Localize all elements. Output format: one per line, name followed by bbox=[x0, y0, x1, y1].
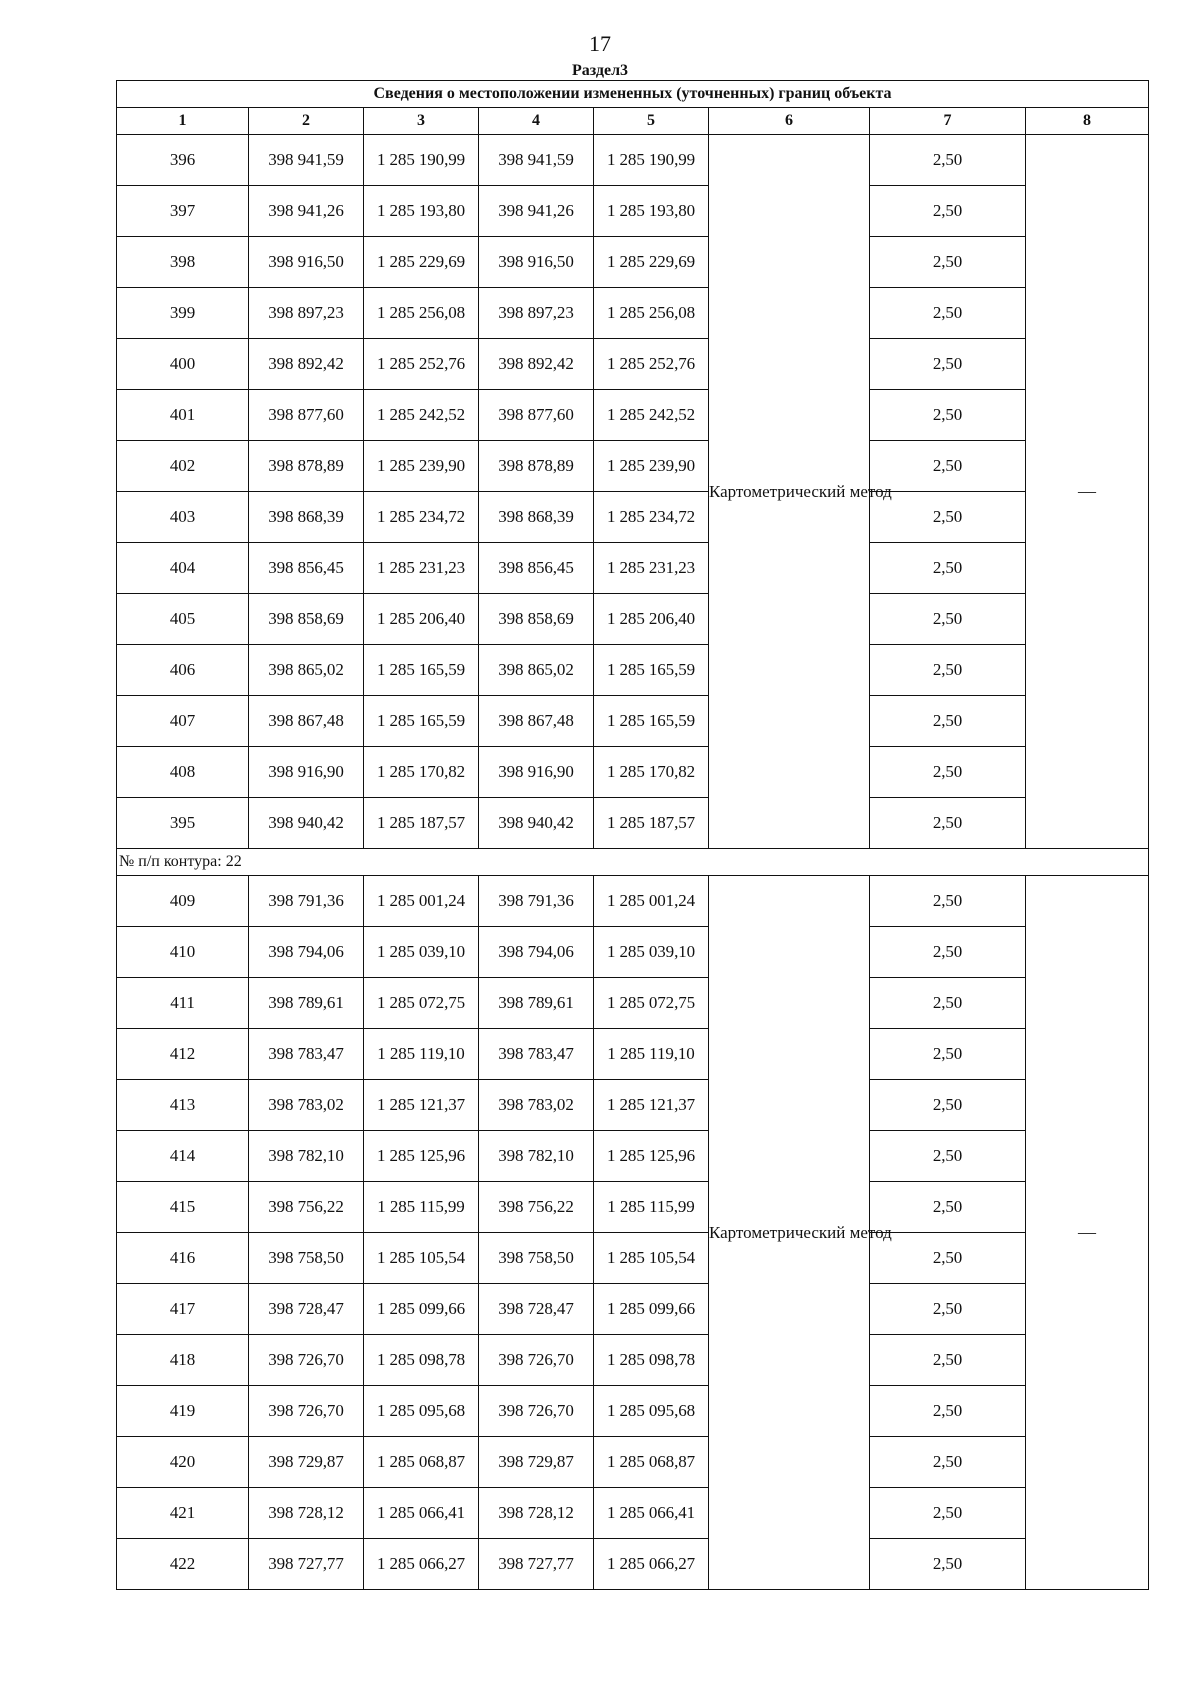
x-new-cell: 398 756,22 bbox=[479, 1182, 594, 1233]
page-number: 17 bbox=[589, 31, 611, 56]
y-old-cell: 1 285 001,24 bbox=[364, 876, 479, 927]
x-old-cell: 398 858,69 bbox=[249, 594, 364, 645]
x-new-cell: 398 867,48 bbox=[479, 696, 594, 747]
y-old-cell: 1 285 170,82 bbox=[364, 747, 479, 798]
y-new-cell: 1 285 165,59 bbox=[594, 645, 709, 696]
x-old-cell: 398 728,47 bbox=[249, 1284, 364, 1335]
y-old-cell: 1 285 095,68 bbox=[364, 1386, 479, 1437]
accuracy-cell: 2,50 bbox=[870, 1182, 1026, 1233]
x-new-cell: 398 892,42 bbox=[479, 339, 594, 390]
x-old-cell: 398 916,90 bbox=[249, 747, 364, 798]
method-cell: Картометрический метод bbox=[709, 135, 870, 849]
x-old-cell: 398 726,70 bbox=[249, 1386, 364, 1437]
accuracy-cell: 2,50 bbox=[870, 492, 1026, 543]
y-old-cell: 1 285 165,59 bbox=[364, 696, 479, 747]
x-new-cell: 398 916,50 bbox=[479, 237, 594, 288]
x-old-cell: 398 782,10 bbox=[249, 1131, 364, 1182]
point-number-cell: 402 bbox=[117, 441, 249, 492]
x-old-cell: 398 727,77 bbox=[249, 1539, 364, 1590]
y-new-cell: 1 285 068,87 bbox=[594, 1437, 709, 1488]
y-old-cell: 1 285 066,41 bbox=[364, 1488, 479, 1539]
x-new-cell: 398 877,60 bbox=[479, 390, 594, 441]
column-header: 4 bbox=[479, 108, 594, 135]
table-row bbox=[117, 1080, 1149, 1131]
y-old-cell: 1 285 099,66 bbox=[364, 1284, 479, 1335]
y-old-cell: 1 285 187,57 bbox=[364, 798, 479, 849]
x-old-cell: 398 791,36 bbox=[249, 876, 364, 927]
point-number-cell: 400 bbox=[117, 339, 249, 390]
y-old-cell: 1 285 231,23 bbox=[364, 543, 479, 594]
y-old-cell: 1 285 190,99 bbox=[364, 135, 479, 186]
x-old-cell: 398 941,26 bbox=[249, 186, 364, 237]
column-header: 1 bbox=[117, 108, 249, 135]
accuracy-cell: 2,50 bbox=[870, 1233, 1026, 1284]
table-row bbox=[117, 390, 1149, 441]
y-new-cell: 1 285 121,37 bbox=[594, 1080, 709, 1131]
accuracy-cell: 2,50 bbox=[870, 135, 1026, 186]
point-number-cell: 401 bbox=[117, 390, 249, 441]
y-new-cell: 1 285 242,52 bbox=[594, 390, 709, 441]
x-new-cell: 398 865,02 bbox=[479, 645, 594, 696]
accuracy-cell: 2,50 bbox=[870, 798, 1026, 849]
y-old-cell: 1 285 098,78 bbox=[364, 1335, 479, 1386]
x-new-cell: 398 791,36 bbox=[479, 876, 594, 927]
x-new-cell: 398 897,23 bbox=[479, 288, 594, 339]
y-new-cell: 1 285 229,69 bbox=[594, 237, 709, 288]
column-header: 8 bbox=[1026, 108, 1149, 135]
x-new-cell: 398 727,77 bbox=[479, 1539, 594, 1590]
point-number-cell: 410 bbox=[117, 927, 249, 978]
accuracy-cell: 2,50 bbox=[870, 1386, 1026, 1437]
y-new-cell: 1 285 170,82 bbox=[594, 747, 709, 798]
point-number-cell: 421 bbox=[117, 1488, 249, 1539]
point-number-cell: 411 bbox=[117, 978, 249, 1029]
y-old-cell: 1 285 068,87 bbox=[364, 1437, 479, 1488]
x-old-cell: 398 941,59 bbox=[249, 135, 364, 186]
accuracy-cell: 2,50 bbox=[870, 339, 1026, 390]
point-number-cell: 417 bbox=[117, 1284, 249, 1335]
table-row bbox=[117, 978, 1149, 1029]
y-new-cell: 1 285 066,41 bbox=[594, 1488, 709, 1539]
table-row bbox=[117, 543, 1149, 594]
point-number-cell: 422 bbox=[117, 1539, 249, 1590]
column-header: 7 bbox=[870, 108, 1026, 135]
x-old-cell: 398 756,22 bbox=[249, 1182, 364, 1233]
x-old-cell: 398 726,70 bbox=[249, 1335, 364, 1386]
table-row bbox=[117, 645, 1149, 696]
x-old-cell: 398 867,48 bbox=[249, 696, 364, 747]
y-old-cell: 1 285 239,90 bbox=[364, 441, 479, 492]
x-old-cell: 398 794,06 bbox=[249, 927, 364, 978]
x-old-cell: 398 789,61 bbox=[249, 978, 364, 1029]
y-new-cell: 1 285 206,40 bbox=[594, 594, 709, 645]
table-row bbox=[117, 696, 1149, 747]
point-number-cell: 408 bbox=[117, 747, 249, 798]
y-new-cell: 1 285 234,72 bbox=[594, 492, 709, 543]
x-old-cell: 398 728,12 bbox=[249, 1488, 364, 1539]
point-number-cell: 409 bbox=[117, 876, 249, 927]
accuracy-cell: 2,50 bbox=[870, 288, 1026, 339]
point-number-cell: 419 bbox=[117, 1386, 249, 1437]
accuracy-cell: 2,50 bbox=[870, 594, 1026, 645]
y-old-cell: 1 285 229,69 bbox=[364, 237, 479, 288]
table-row bbox=[117, 135, 1149, 186]
column-header: 5 bbox=[594, 108, 709, 135]
y-new-cell: 1 285 125,96 bbox=[594, 1131, 709, 1182]
x-old-cell: 398 729,87 bbox=[249, 1437, 364, 1488]
section-title: Раздел3 bbox=[571, 62, 629, 79]
x-old-cell: 398 897,23 bbox=[249, 288, 364, 339]
y-new-cell: 1 285 039,10 bbox=[594, 927, 709, 978]
accuracy-cell: 2,50 bbox=[870, 441, 1026, 492]
point-number-cell: 403 bbox=[117, 492, 249, 543]
y-old-cell: 1 285 119,10 bbox=[364, 1029, 479, 1080]
column-header: 3 bbox=[364, 108, 479, 135]
table-row bbox=[117, 594, 1149, 645]
table-row bbox=[117, 288, 1149, 339]
x-new-cell: 398 726,70 bbox=[479, 1335, 594, 1386]
coordinates-table bbox=[116, 80, 1149, 1590]
accuracy-cell: 2,50 bbox=[870, 645, 1026, 696]
table-row bbox=[117, 1182, 1149, 1233]
x-old-cell: 398 783,47 bbox=[249, 1029, 364, 1080]
y-old-cell: 1 285 252,76 bbox=[364, 339, 479, 390]
y-old-cell: 1 285 206,40 bbox=[364, 594, 479, 645]
point-number-cell: 404 bbox=[117, 543, 249, 594]
x-old-cell: 398 877,60 bbox=[249, 390, 364, 441]
x-old-cell: 398 865,02 bbox=[249, 645, 364, 696]
x-new-cell: 398 941,59 bbox=[479, 135, 594, 186]
accuracy-cell: 2,50 bbox=[870, 1284, 1026, 1335]
table-row bbox=[117, 339, 1149, 390]
x-old-cell: 398 940,42 bbox=[249, 798, 364, 849]
y-old-cell: 1 285 105,54 bbox=[364, 1233, 479, 1284]
y-new-cell: 1 285 001,24 bbox=[594, 876, 709, 927]
table-row bbox=[117, 1386, 1149, 1437]
x-new-cell: 398 726,70 bbox=[479, 1386, 594, 1437]
accuracy-cell: 2,50 bbox=[870, 1437, 1026, 1488]
x-new-cell: 398 729,87 bbox=[479, 1437, 594, 1488]
point-number-cell: 397 bbox=[117, 186, 249, 237]
point-number-cell: 399 bbox=[117, 288, 249, 339]
point-number-cell: 413 bbox=[117, 1080, 249, 1131]
table-row bbox=[117, 798, 1149, 849]
x-old-cell: 398 916,50 bbox=[249, 237, 364, 288]
column-header: 6 bbox=[709, 108, 870, 135]
y-old-cell: 1 285 256,08 bbox=[364, 288, 479, 339]
y-old-cell: 1 285 234,72 bbox=[364, 492, 479, 543]
point-number-cell: 396 bbox=[117, 135, 249, 186]
point-number-cell: 415 bbox=[117, 1182, 249, 1233]
x-new-cell: 398 916,90 bbox=[479, 747, 594, 798]
table-row bbox=[117, 927, 1149, 978]
x-new-cell: 398 878,89 bbox=[479, 441, 594, 492]
table-row bbox=[117, 747, 1149, 798]
y-new-cell: 1 285 119,10 bbox=[594, 1029, 709, 1080]
y-old-cell: 1 285 165,59 bbox=[364, 645, 479, 696]
accuracy-cell: 2,50 bbox=[870, 927, 1026, 978]
x-old-cell: 398 783,02 bbox=[249, 1080, 364, 1131]
x-old-cell: 398 758,50 bbox=[249, 1233, 364, 1284]
y-new-cell: 1 285 066,27 bbox=[594, 1539, 709, 1590]
accuracy-cell: 2,50 bbox=[870, 1488, 1026, 1539]
point-number-cell: 398 bbox=[117, 237, 249, 288]
point-number-cell: 395 bbox=[117, 798, 249, 849]
y-new-cell: 1 285 187,57 bbox=[594, 798, 709, 849]
x-old-cell: 398 878,89 bbox=[249, 441, 364, 492]
y-new-cell: 1 285 098,78 bbox=[594, 1335, 709, 1386]
y-old-cell: 1 285 125,96 bbox=[364, 1131, 479, 1182]
x-new-cell: 398 941,26 bbox=[479, 186, 594, 237]
accuracy-cell: 2,50 bbox=[870, 1131, 1026, 1182]
accuracy-cell: 2,50 bbox=[870, 1080, 1026, 1131]
x-new-cell: 398 789,61 bbox=[479, 978, 594, 1029]
y-new-cell: 1 285 099,66 bbox=[594, 1284, 709, 1335]
y-old-cell: 1 285 072,75 bbox=[364, 978, 479, 1029]
y-old-cell: 1 285 121,37 bbox=[364, 1080, 479, 1131]
column-header: 2 bbox=[249, 108, 364, 135]
y-new-cell: 1 285 193,80 bbox=[594, 186, 709, 237]
x-old-cell: 398 892,42 bbox=[249, 339, 364, 390]
x-new-cell: 398 782,10 bbox=[479, 1131, 594, 1182]
y-new-cell: 1 285 165,59 bbox=[594, 696, 709, 747]
point-number-cell: 412 bbox=[117, 1029, 249, 1080]
point-number-cell: 414 bbox=[117, 1131, 249, 1182]
note-cell: — bbox=[1026, 876, 1149, 1590]
point-number-cell: 420 bbox=[117, 1437, 249, 1488]
table-row bbox=[117, 1539, 1149, 1590]
table-row bbox=[117, 441, 1149, 492]
accuracy-cell: 2,50 bbox=[870, 237, 1026, 288]
accuracy-cell: 2,50 bbox=[870, 696, 1026, 747]
accuracy-cell: 2,50 bbox=[870, 1029, 1026, 1080]
table-row bbox=[117, 1029, 1149, 1080]
table-caption-row bbox=[117, 81, 1149, 108]
table-row bbox=[117, 1437, 1149, 1488]
y-new-cell: 1 285 190,99 bbox=[594, 135, 709, 186]
y-old-cell: 1 285 066,27 bbox=[364, 1539, 479, 1590]
point-number-cell: 406 bbox=[117, 645, 249, 696]
y-new-cell: 1 285 115,99 bbox=[594, 1182, 709, 1233]
y-new-cell: 1 285 239,90 bbox=[594, 441, 709, 492]
x-new-cell: 398 783,47 bbox=[479, 1029, 594, 1080]
x-old-cell: 398 856,45 bbox=[249, 543, 364, 594]
x-new-cell: 398 856,45 bbox=[479, 543, 594, 594]
y-new-cell: 1 285 072,75 bbox=[594, 978, 709, 1029]
table-row bbox=[117, 186, 1149, 237]
accuracy-cell: 2,50 bbox=[870, 1335, 1026, 1386]
x-new-cell: 398 728,12 bbox=[479, 1488, 594, 1539]
y-old-cell: 1 285 242,52 bbox=[364, 390, 479, 441]
table-row bbox=[117, 876, 1149, 927]
table-header-row bbox=[117, 108, 1149, 135]
x-new-cell: 398 868,39 bbox=[479, 492, 594, 543]
point-number-cell: 416 bbox=[117, 1233, 249, 1284]
point-number-cell: 418 bbox=[117, 1335, 249, 1386]
note-cell: — bbox=[1026, 135, 1149, 849]
x-old-cell: 398 868,39 bbox=[249, 492, 364, 543]
x-new-cell: 398 758,50 bbox=[479, 1233, 594, 1284]
accuracy-cell: 2,50 bbox=[870, 1539, 1026, 1590]
x-new-cell: 398 794,06 bbox=[479, 927, 594, 978]
y-new-cell: 1 285 256,08 bbox=[594, 288, 709, 339]
accuracy-cell: 2,50 bbox=[870, 390, 1026, 441]
x-new-cell: 398 728,47 bbox=[479, 1284, 594, 1335]
accuracy-cell: 2,50 bbox=[870, 876, 1026, 927]
accuracy-cell: 2,50 bbox=[870, 543, 1026, 594]
table-row bbox=[117, 1131, 1149, 1182]
y-new-cell: 1 285 095,68 bbox=[594, 1386, 709, 1437]
y-new-cell: 1 285 231,23 bbox=[594, 543, 709, 594]
method-cell: Картометрический метод bbox=[709, 876, 870, 1590]
accuracy-cell: 2,50 bbox=[870, 186, 1026, 237]
table-caption: Сведения о местоположении измененных (уточненных) границ объекта bbox=[117, 81, 1149, 108]
y-old-cell: 1 285 039,10 bbox=[364, 927, 479, 978]
contour-label: № п/п контура: 22 bbox=[117, 849, 1149, 876]
point-number-cell: 407 bbox=[117, 696, 249, 747]
table-row bbox=[117, 1488, 1149, 1539]
table-row bbox=[117, 1284, 1149, 1335]
contour-label-row bbox=[117, 849, 1149, 876]
table-row bbox=[117, 237, 1149, 288]
x-new-cell: 398 858,69 bbox=[479, 594, 594, 645]
y-old-cell: 1 285 193,80 bbox=[364, 186, 479, 237]
y-old-cell: 1 285 115,99 bbox=[364, 1182, 479, 1233]
point-number-cell: 405 bbox=[117, 594, 249, 645]
accuracy-cell: 2,50 bbox=[870, 747, 1026, 798]
table-row bbox=[117, 1233, 1149, 1284]
table-row bbox=[117, 492, 1149, 543]
y-new-cell: 1 285 252,76 bbox=[594, 339, 709, 390]
x-new-cell: 398 940,42 bbox=[479, 798, 594, 849]
table-row bbox=[117, 1335, 1149, 1386]
x-new-cell: 398 783,02 bbox=[479, 1080, 594, 1131]
y-new-cell: 1 285 105,54 bbox=[594, 1233, 709, 1284]
accuracy-cell: 2,50 bbox=[870, 978, 1026, 1029]
